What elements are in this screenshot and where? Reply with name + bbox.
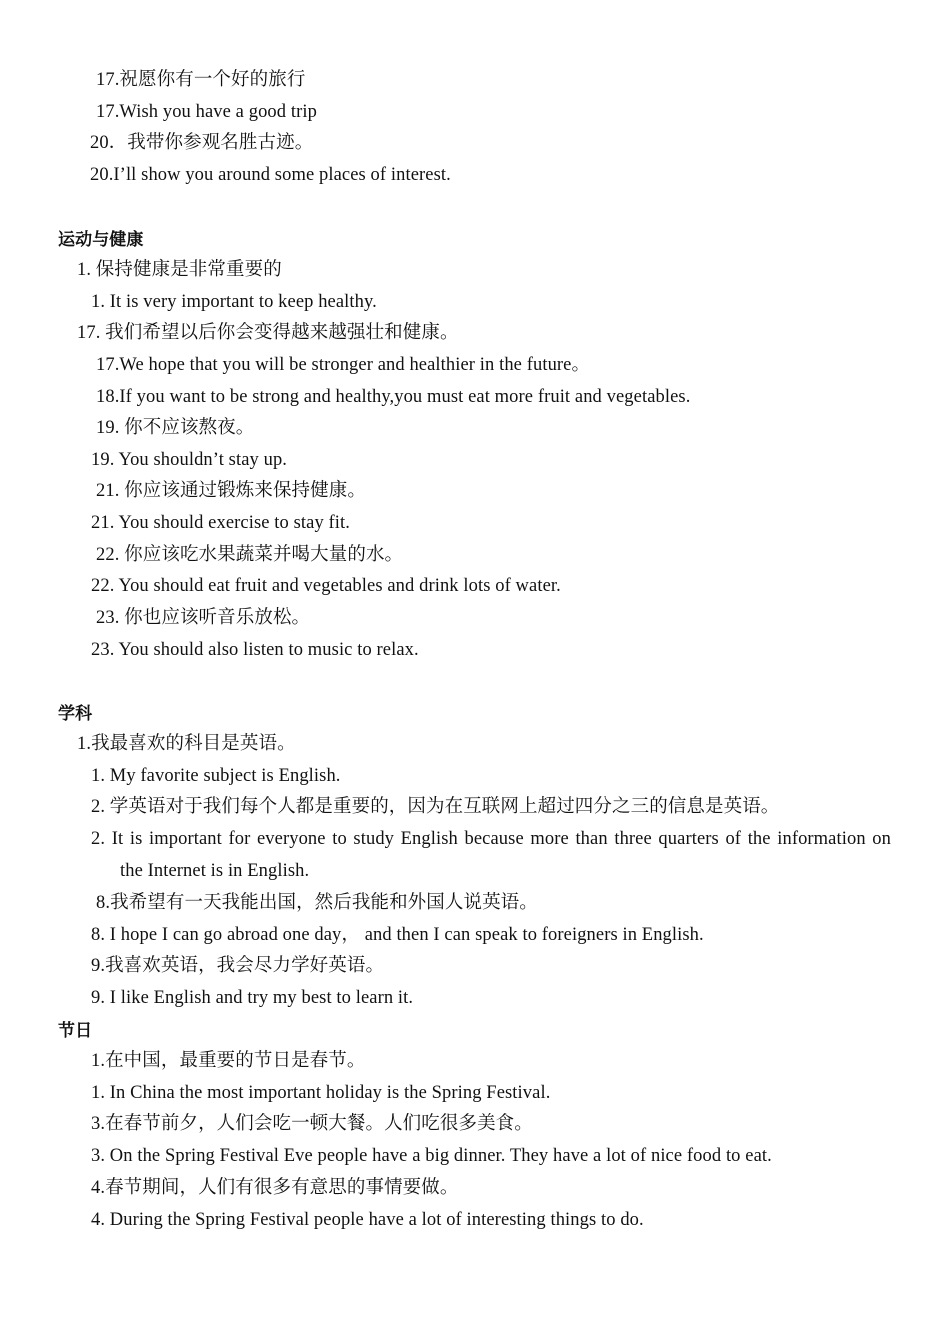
subjects-line-5: the Internet is in English. <box>120 861 310 881</box>
health-line-2: 1. It is very important to keep healthy. <box>91 292 377 312</box>
health-line-3: 17. 我们希望以后你会变得越来越强壮和健康。 <box>77 323 459 343</box>
subjects-line-6: 8.我希望有一天我能出国，然后我能和外国人说英语。 <box>96 893 538 913</box>
health-line-12: 23. 你也应该听音乐放松。 <box>96 608 311 628</box>
subjects-line-1: 1.我最喜欢的科目是英语。 <box>77 734 296 754</box>
subjects-line-7: 8. I hope I can go abroad one day， and then I can speak to foreigners in English. <box>91 925 704 945</box>
festivals-line-6: 4. During the Spring Festival people have a lot of interesting things to do. <box>91 1210 644 1230</box>
travel-line-3: 20．我带你参观名胜古迹。 <box>90 133 314 153</box>
health-line-7: 19. You shouldn’t stay up. <box>91 450 288 470</box>
travel-line-2: 17.Wish you have a good trip <box>96 102 317 122</box>
subjects-line-2: 1. My favorite subject is English. <box>91 766 341 786</box>
section-heading-subjects: 学科 <box>58 704 93 724</box>
health-line-1: 1. 保持健康是非常重要的 <box>77 260 282 280</box>
health-line-11: 22. You should eat fruit and vegetables and drink lots of water. <box>91 576 561 596</box>
health-line-9: 21. You should exercise to stay fit. <box>91 513 350 533</box>
health-line-6: 19. 你不应该熬夜。 <box>96 418 255 438</box>
subjects-line-4: 2. It is important for everyone to study English because more than three quarters of the information on <box>91 829 891 849</box>
subjects-line-8: 9.我喜欢英语，我会尽力学好英语。 <box>91 956 385 976</box>
health-line-5: 18.If you want to be strong and healthy,you must eat more fruit and vegetables. <box>96 387 691 407</box>
subjects-line-3: 2. 学英语对于我们每个人都是重要的，因为在互联网上超过四分之三的信息是英语。 <box>91 797 780 817</box>
health-line-4: 17.We hope that you will be stronger and healthier in the future。 <box>96 355 591 375</box>
travel-line-4: 20.I’ll show you around some places of interest. <box>90 165 451 185</box>
section-heading-health: 运动与健康 <box>58 230 144 250</box>
festivals-line-5: 4.春节期间，人们有很多有意思的事情要做。 <box>91 1178 459 1198</box>
festivals-line-4: 3. On the Spring Festival Eve people have a big dinner. They have a lot of nice food to eat. <box>91 1146 772 1166</box>
section-heading-festivals: 节日 <box>58 1021 93 1041</box>
festivals-line-3: 3.在春节前夕，人们会吃一顿大餐。人们吃很多美食。 <box>91 1114 533 1134</box>
health-line-8: 21. 你应该通过锻炼来保持健康。 <box>96 481 366 501</box>
subjects-line-9: 9. I like English and try my best to learn it. <box>91 988 414 1008</box>
festivals-line-2: 1. In China the most important holiday is the Spring Festival. <box>91 1083 551 1103</box>
health-line-13: 23. You should also listen to music to relax. <box>91 640 419 660</box>
travel-line-1: 17.祝愿你有一个好的旅行 <box>96 70 306 90</box>
health-line-10: 22. 你应该吃水果蔬菜并喝大量的水。 <box>96 545 404 565</box>
festivals-line-1: 1.在中国，最重要的节日是春节。 <box>91 1051 366 1071</box>
